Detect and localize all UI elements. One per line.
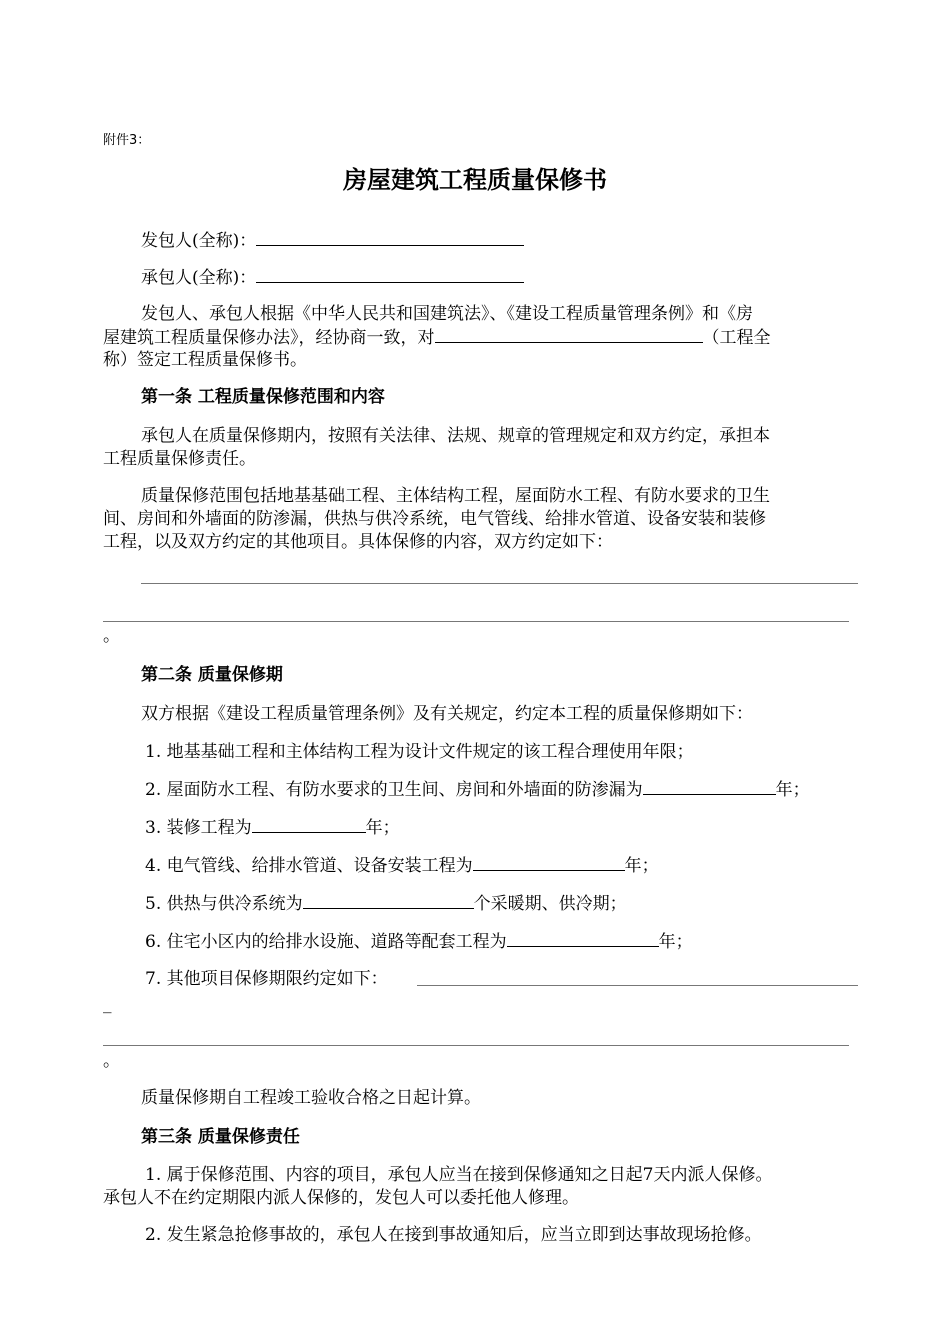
article1-p2-line1: 质量保修范围包括地基基础工程、主体结构工程，屋面防水工程、有防水要求的卫生 <box>141 486 770 506</box>
item-2-suffix: 年； <box>775 780 810 800</box>
attachment-label: 附件3： <box>103 133 151 148</box>
item-5-text: 5. 供热与供冷系统为 <box>145 894 303 914</box>
article3-item-1-line2: 承包人不在约定期限内派人保修的，发包人可以委托他人修理。 <box>103 1188 579 1208</box>
article3-item-2: 2. 发生紧急抢修事故的，承包人在接到事故通知后，应当立即到达事故现场抢修。 <box>145 1225 762 1245</box>
intro-line-2-text: 屋建筑工程质量保修办法》，经协商一致，对 <box>103 328 435 348</box>
article2-item-2 <box>145 777 810 802</box>
contractor-line <box>141 265 524 290</box>
heating-periods-blank[interactable] <box>303 891 474 909</box>
employer-label: 发包人(全称)： <box>141 231 257 251</box>
article1-blank-line-2[interactable] <box>103 621 849 622</box>
article1-blank-line-1[interactable] <box>141 583 858 584</box>
other-items-blank-line-2[interactable] <box>103 1045 849 1046</box>
article2-item-7: 7. 其他项目保修期限约定如下： <box>145 969 388 989</box>
article2-heading: 第二条 质量保修期 <box>141 665 283 685</box>
article2-item-1: 1. 地基基础工程和主体结构工程为设计文件规定的该工程合理使用年限； <box>145 742 694 762</box>
employer-line <box>141 228 524 253</box>
contractor-label: 承包人(全称)： <box>141 268 257 288</box>
article1-heading: 第一条 工程质量保修范围和内容 <box>141 387 385 407</box>
article2-item-6 <box>145 929 693 954</box>
item-3-suffix: 年； <box>365 818 400 838</box>
article2-item-4 <box>145 853 659 878</box>
other-items-blank-line-1[interactable] <box>417 985 858 986</box>
article3-heading: 第三条 质量保修责任 <box>141 1127 300 1147</box>
intro-line-1: 发包人、承包人根据《中华人民共和国建筑法》、《建设工程质量管理条例》和《房 <box>141 304 753 324</box>
item-4-text: 4. 电气管线、给排水管道、设备安装工程为 <box>145 856 473 876</box>
item-6-suffix: 年； <box>658 932 693 952</box>
article1-p1-line1: 承包人在质量保修期内，按照有关法律、法规、规章的管理规定和双方约定，承担本 <box>141 426 770 446</box>
article3-item-1-line1: 1. 属于保修范围、内容的项目，承包人应当在接到保修通知之日起7天内派人保修。 <box>145 1165 773 1185</box>
item-5-suffix: 个采暖期、供冷期； <box>473 894 627 914</box>
article2-intro: 双方根据《建设工程质量管理条例》及有关规定，约定本工程的质量保修期如下： <box>141 704 753 724</box>
article1-p2-line3: 工程，以及双方约定的其他项目。具体保修的内容，双方约定如下： <box>103 532 613 552</box>
article2-item-3 <box>145 815 400 840</box>
employer-name-blank[interactable] <box>256 228 524 246</box>
decoration-years-blank[interactable] <box>252 815 366 833</box>
document-title: 房屋建筑工程质量保修书 <box>343 166 607 194</box>
electrical-years-blank[interactable] <box>473 853 625 871</box>
article2-dash: _ <box>103 994 112 1014</box>
article1-end-mark: 。 <box>103 626 120 646</box>
intro-line-2 <box>103 325 771 350</box>
intro-line-3: 称）签定工程质量保修书。 <box>103 350 307 370</box>
item-6-text: 6. 住宅小区内的给排水设施、道路等配套工程为 <box>145 932 507 952</box>
contractor-name-blank[interactable] <box>256 265 524 283</box>
article1-p1-line2: 工程质量保修责任。 <box>103 449 256 469</box>
intro-line-2-suffix: （工程全 <box>702 328 771 348</box>
article2-start-note: 质量保修期自工程竣工验收合格之日起计算。 <box>141 1088 481 1108</box>
article1-p2-line2: 间、房间和外墙面的防渗漏，供热与供冷系统，电气管线、给排水管道、设备安装和装修 <box>103 509 766 529</box>
waterproof-years-blank[interactable] <box>643 777 776 795</box>
item-4-suffix: 年； <box>624 856 659 876</box>
community-years-blank[interactable] <box>507 929 659 947</box>
item-3-text: 3. 装修工程为 <box>145 818 252 838</box>
project-name-blank[interactable] <box>435 325 703 343</box>
article2-end-mark: 。 <box>103 1051 120 1071</box>
item-2-text: 2. 屋面防水工程、有防水要求的卫生间、房间和外墙面的防渗漏为 <box>145 780 643 800</box>
article2-item-5 <box>145 891 627 916</box>
